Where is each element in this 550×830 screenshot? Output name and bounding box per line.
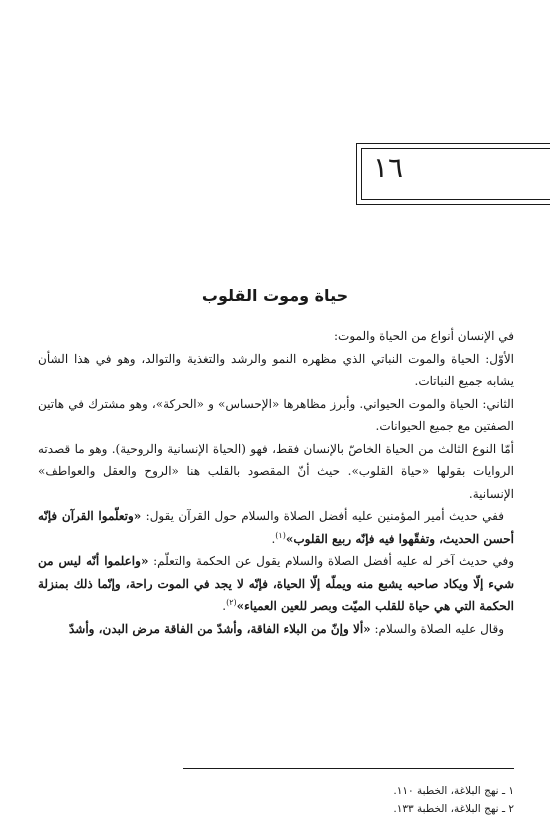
paragraph-intro: في الإنسان أنواع من الحياة والموت: [334, 329, 514, 343]
paragraph-second: الثاني: الحياة والموت الحيواني. وأبرز مظاهرها «الإحساس» و «الحركة»، وهو مشترك في هاتين الصفتين مع جميع الحيوانات. [38, 396, 514, 433]
paragraph-last [38, 618, 514, 641]
hadith-wisdom-lead: وفي حديث آخر له عليه أفضل الصلاة والسلام يقول عن الحكمة والتعلّم: [148, 554, 515, 568]
hadith-quran-quote: «وتعلّموا القرآن فإنّه أحسن الحديث، وتفقّهوا فيه فإنّه ربيع القلوب» [38, 509, 514, 546]
footnote-1: ١ ـ نهج البلاغة، الخطبة ١١٠. [393, 785, 514, 797]
paragraph-hadith-wisdom [38, 550, 514, 618]
footnote-reference-2: (٢) [226, 598, 237, 607]
footnote-reference-1: (١) [275, 530, 286, 540]
hadith-wisdom-quote: «واعلموا أنّه ليس من شيء إلّا ويكاد صاحبه يشبع منه ويملّه إلّا الحياة، فإنّه لا يجد في الموت راحة، وإنّما ذلك بمنزلة الحكمة التي هي حياة للقلب الميّت وبصر للعين العمياء» [38, 554, 514, 613]
hadith-quran-end: . [271, 531, 276, 546]
page-title: حياة وموت القلوب [201, 285, 349, 305]
paragraph-hadith-quran [38, 505, 514, 550]
body-text [38, 325, 514, 640]
footnote-divider [183, 768, 514, 769]
chapter-number: ١٦ [373, 151, 404, 184]
hadith-quran-lead: ففي حديث أمير المؤمنين عليه أفضل الصلاة والسلام حول القرآن يقول: [141, 509, 504, 523]
paragraph-third: أمّا النوع الثالث من الحياة الخاصّ بالإنسان فقط، فهو (الحياة الإنسانية والروحية). وهو ما قصدته الروايات بقولها «حياة القلوب». حيث أنّ المقصود بالقلب هنا «الروح والعقل والعواطف» الإنسانية. [38, 441, 514, 501]
footnotes [38, 782, 514, 818]
paragraph-first: الأوّل: الحياة والموت النباتي الذي مظهره النمو والرشد والتغذية والتوالد، وهو في هذا الشأن يشابه جميع النباتات. [38, 351, 514, 388]
footnote-2: ٢ ـ نهج البلاغة، الخطبة ١٣٣. [393, 803, 514, 815]
last-lead: وقال عليه الصلاة والسلام: [370, 621, 504, 636]
hadith-wisdom-end: . [222, 599, 227, 613]
last-quote: «ألا وإنّ من البلاء الفاقة، وأشدّ من الفاقة مرض البدن، وأشدّ [68, 621, 371, 636]
chapter-number-box [356, 143, 550, 205]
